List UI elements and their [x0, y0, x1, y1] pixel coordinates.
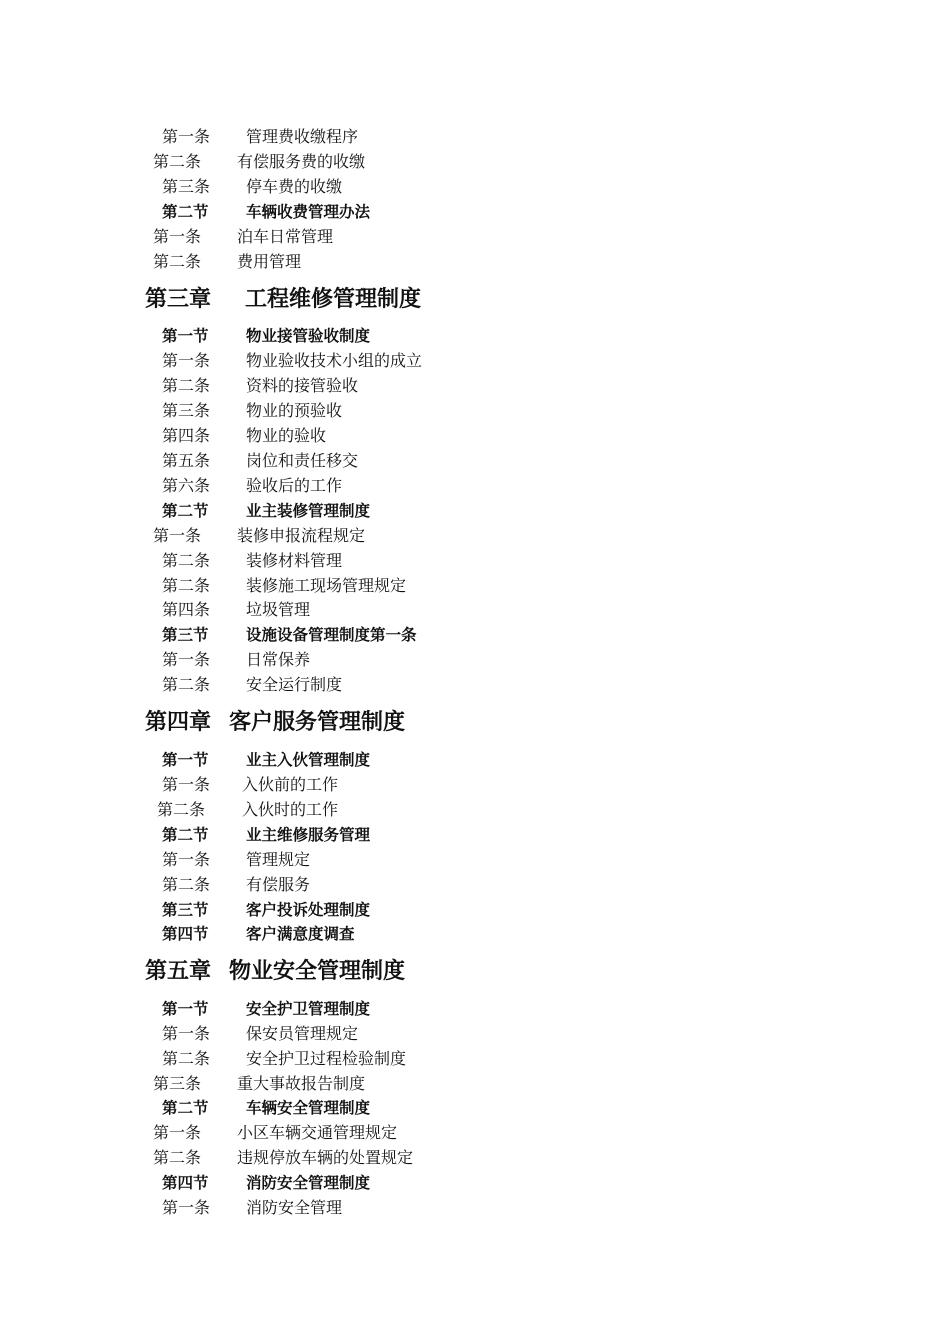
- article-number: 第二条: [162, 551, 211, 570]
- section-title: 安全护卫管理制度: [246, 1000, 371, 1018]
- article-title: 垃圾管理: [246, 600, 311, 619]
- article-number: 第一条: [162, 775, 211, 794]
- article-number: 第三条: [153, 1074, 202, 1093]
- article-title: 费用管理: [237, 252, 302, 271]
- article-title: 管理规定: [246, 850, 311, 869]
- section-number: 第二节: [162, 1099, 209, 1117]
- section-title: 业主装修管理制度: [246, 502, 371, 520]
- article-title: 验收后的工作: [246, 476, 343, 495]
- article-number: 第二条: [153, 252, 202, 271]
- article-number: 第三条: [162, 401, 211, 420]
- article-number: 第二条: [162, 675, 211, 694]
- article-number: 第二条: [153, 152, 202, 171]
- article-title: 资料的接管验收: [246, 376, 359, 395]
- article-number: 第二条: [153, 1148, 202, 1167]
- article-number: 第四条: [162, 426, 211, 445]
- article-title: 装修施工现场管理规定: [246, 576, 407, 595]
- article-title: 违规停放车辆的处置规定: [237, 1148, 414, 1167]
- article-number: 第一条: [162, 127, 211, 146]
- article-number: 第一条: [153, 227, 202, 246]
- article-number: 第一条: [153, 526, 202, 545]
- section-number: 第二节: [162, 502, 209, 520]
- article-title: 入伙时的工作: [242, 800, 339, 819]
- article-title: 入伙前的工作: [242, 775, 339, 794]
- chapter-number: 第四章: [145, 710, 212, 735]
- chapter-number: 第三章: [145, 287, 212, 312]
- article-number: 第二条: [162, 875, 211, 894]
- article-title: 物业的预验收: [246, 401, 343, 420]
- section-title: 车辆收费管理办法: [246, 203, 371, 221]
- section-title: 业主入伙管理制度: [246, 751, 371, 769]
- article-title: 泊车日常管理: [237, 227, 334, 246]
- section-title: 车辆安全管理制度: [246, 1099, 371, 1117]
- section-number: 第一节: [162, 1000, 209, 1018]
- section-number: 第二节: [162, 826, 209, 844]
- article-number: 第三条: [162, 177, 211, 196]
- article-number: 第一条: [162, 850, 211, 869]
- article-title: 装修申报流程规定: [237, 526, 366, 545]
- article-title: 消防安全管理: [246, 1198, 343, 1217]
- article-number: 第一条: [162, 650, 211, 669]
- article-title: 物业验收技术小组的成立: [246, 351, 423, 370]
- article-number: 第五条: [162, 451, 211, 470]
- section-number: 第三节: [162, 626, 209, 644]
- section-title: 设施设备管理制度第一条: [246, 626, 417, 644]
- section-title: 消防安全管理制度: [246, 1174, 371, 1192]
- section-number: 第四节: [162, 1174, 209, 1192]
- article-title: 重大事故报告制度: [237, 1074, 366, 1093]
- article-number: 第二条: [162, 376, 211, 395]
- article-number: 第二条: [162, 576, 211, 595]
- article-title: 有偿服务费的收缴: [237, 152, 366, 171]
- article-number: 第二条: [157, 800, 206, 819]
- section-number: 第三节: [162, 901, 209, 919]
- section-number: 第四节: [162, 925, 209, 943]
- chapter-title: 客户服务管理制度: [229, 710, 406, 735]
- article-title: 安全护卫过程检验制度: [246, 1049, 407, 1068]
- section-number: 第二节: [162, 203, 209, 221]
- article-number: 第一条: [162, 1024, 211, 1043]
- article-title: 有偿服务: [246, 875, 311, 894]
- article-number: 第一条: [162, 1198, 211, 1217]
- article-title: 保安员管理规定: [246, 1024, 359, 1043]
- article-title: 管理费收缴程序: [246, 127, 359, 146]
- article-title: 物业的验收: [246, 426, 327, 445]
- article-number: 第四条: [162, 600, 211, 619]
- section-title: 客户满意度调查: [246, 925, 355, 943]
- section-title: 业主维修服务管理: [246, 826, 371, 844]
- chapter-number: 第五章: [145, 959, 212, 984]
- section-number: 第一节: [162, 751, 209, 769]
- section-title: 物业接管验收制度: [246, 327, 371, 345]
- article-title: 日常保养: [246, 650, 311, 669]
- article-number: 第一条: [153, 1123, 202, 1142]
- article-title: 装修材料管理: [246, 551, 343, 570]
- article-number: 第六条: [162, 476, 211, 495]
- chapter-title: 工程维修管理制度: [245, 287, 422, 312]
- article-title: 安全运行制度: [246, 675, 343, 694]
- chapter-title: 物业安全管理制度: [229, 959, 406, 984]
- article-title: 岗位和责任移交: [246, 451, 359, 470]
- article-number: 第一条: [162, 351, 211, 370]
- article-number: 第二条: [162, 1049, 211, 1068]
- article-title: 小区车辆交通管理规定: [237, 1123, 398, 1142]
- section-number: 第一节: [162, 327, 209, 345]
- section-title: 客户投诉处理制度: [246, 901, 371, 919]
- article-title: 停车费的收缴: [246, 177, 343, 196]
